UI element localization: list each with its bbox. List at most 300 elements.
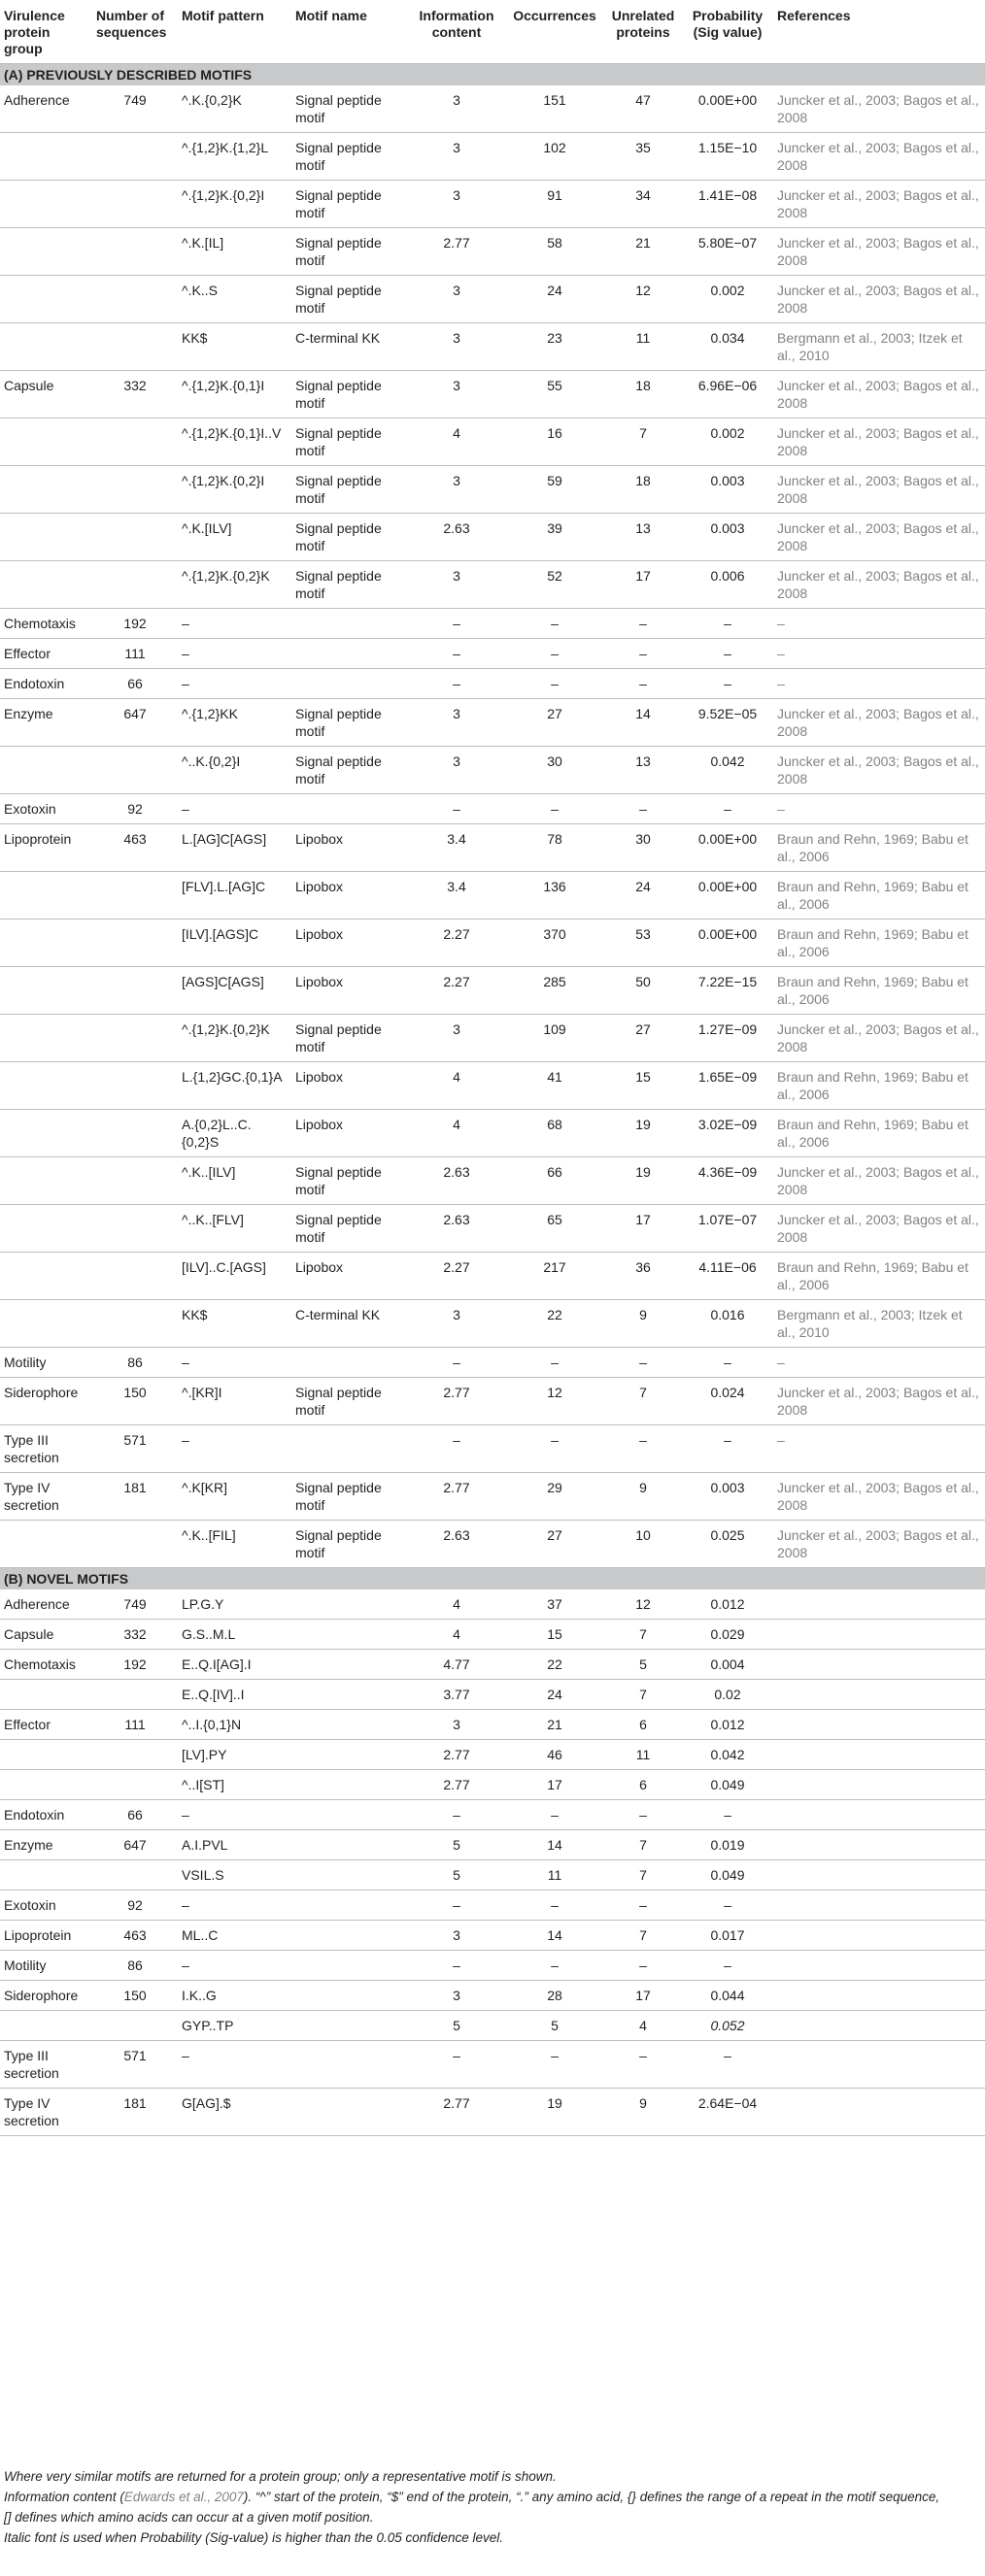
unrelated-proteins-cell: 6 [604,1770,682,1800]
reference-cell: Juncker et al., 2003; Bagos et al., 2008 [773,1378,985,1425]
occurrences-cell: 136 [505,872,604,920]
motif-pattern-cell: [ILV]..C.[AGS] [178,1253,291,1300]
sequence-count-cell [92,1062,178,1110]
reference-cell: Juncker et al., 2003; Bagos et al., 2008 [773,699,985,747]
occurrences-cell: – [505,639,604,669]
reference-cell [773,1680,985,1710]
probability-cell: 0.052 [682,2011,773,2041]
footnote: Italic font is used when Probability (Sig-value) is higher than the 0.05 confidence level. [4,2530,504,2545]
unrelated-proteins-cell: – [604,794,682,824]
reference-cell [773,1650,985,1680]
occurrences-cell: 12 [505,1378,604,1425]
group-cell: Capsule [0,371,92,418]
reference-cell: Juncker et al., 2003; Bagos et al., 2008 [773,276,985,323]
table-row [0,824,985,872]
motif-name-cell: Signal peptide motif [291,514,408,561]
table-row [0,1157,985,1205]
motif-name-cell [291,2089,408,2136]
sequence-count-cell [92,1015,178,1062]
sequence-count-cell [92,466,178,514]
probability-cell: 7.22E−15 [682,967,773,1015]
occurrences-cell: 5 [505,2011,604,2041]
occurrences-cell: 65 [505,1205,604,1253]
motif-name-cell [291,669,408,699]
sequence-count-cell: 192 [92,609,178,639]
unrelated-proteins-cell: – [604,1800,682,1830]
reference-cell: – [773,1348,985,1378]
unrelated-proteins-cell: 34 [604,181,682,228]
motif-name-cell [291,639,408,669]
table-row [0,1620,985,1650]
group-cell: Endotoxin [0,669,92,699]
motif-name-cell: Lipobox [291,1062,408,1110]
motif-pattern-cell: ^..I.{0,1}N [178,1710,291,1740]
probability-cell: 0.025 [682,1521,773,1568]
information-content-cell: 2.77 [408,1378,505,1425]
group-cell: Exotoxin [0,794,92,824]
probability-cell: 0.049 [682,1860,773,1890]
probability-cell: 4.11E−06 [682,1253,773,1300]
probability-cell: 0.002 [682,276,773,323]
information-content-cell: 2.63 [408,1521,505,1568]
reference-cell: Juncker et al., 2003; Bagos et al., 2008 [773,371,985,418]
motif-pattern-cell: ^.{1,2}K.{0,1}I..V [178,418,291,466]
reference-cell [773,1770,985,1800]
occurrences-cell: 46 [505,1740,604,1770]
unrelated-proteins-cell: 9 [604,1300,682,1348]
information-content-cell: 3 [408,1300,505,1348]
group-cell: Endotoxin [0,1800,92,1830]
table-row [0,1981,985,2011]
probability-cell: 0.016 [682,1300,773,1348]
table-row [0,1300,985,1348]
group-cell: Type IV secretion [0,2089,92,2136]
footnote-text: Information content ( [4,2490,124,2504]
reference-cell: Juncker et al., 2003; Bagos et al., 2008 [773,418,985,466]
motif-pattern-cell: L.[AG]C[AGS] [178,824,291,872]
motif-name-cell: Signal peptide motif [291,276,408,323]
information-content-cell: 2.77 [408,228,505,276]
table-row [0,228,985,276]
sequence-count-cell [92,1770,178,1800]
motif-name-cell: Signal peptide motif [291,228,408,276]
probability-cell: 0.00E+00 [682,824,773,872]
motif-pattern-cell: [AGS]C[AGS] [178,967,291,1015]
motif-pattern-cell: ^.{1,2}K.{0,2}K [178,1015,291,1062]
unrelated-proteins-cell: 4 [604,2011,682,2041]
sequence-count-cell: 192 [92,1650,178,1680]
information-content-cell: 3 [408,1981,505,2011]
occurrences-cell: 11 [505,1860,604,1890]
reference-cell: – [773,609,985,639]
table-row [0,639,985,669]
occurrences-cell: 14 [505,1830,604,1860]
probability-cell: 0.003 [682,466,773,514]
occurrences-cell: 14 [505,1921,604,1951]
information-content-cell: – [408,1890,505,1921]
motif-pattern-cell: LP.G.Y [178,1589,291,1620]
header-cell: Motif pattern [178,0,291,64]
group-cell: Siderophore [0,1378,92,1425]
information-content-cell: 3 [408,181,505,228]
motif-name-cell [291,1830,408,1860]
group-cell [0,1770,92,1800]
motif-pattern-cell: KK$ [178,323,291,371]
group-cell [0,276,92,323]
probability-cell: – [682,609,773,639]
probability-cell: 0.017 [682,1921,773,1951]
occurrences-cell: 78 [505,824,604,872]
reference-cell: Juncker et al., 2003; Bagos et al., 2008 [773,1205,985,1253]
motif-pattern-cell: ^.K.[IL] [178,228,291,276]
table-row [0,2041,985,2089]
reference-cell: – [773,639,985,669]
unrelated-proteins-cell: 17 [604,1205,682,1253]
unrelated-proteins-cell: 19 [604,1110,682,1157]
probability-cell: 5.80E−07 [682,228,773,276]
table-row [0,1062,985,1110]
unrelated-proteins-cell: 7 [604,1860,682,1890]
motif-pattern-cell: – [178,2041,291,2089]
information-content-cell: 2.77 [408,1740,505,1770]
information-content-cell: 3 [408,85,505,133]
motif-name-cell: Signal peptide motif [291,1473,408,1521]
occurrences-cell: – [505,1890,604,1921]
motif-name-cell [291,1770,408,1800]
occurrences-cell: 24 [505,276,604,323]
motif-pattern-cell: ^..K.{0,2}I [178,747,291,794]
motif-name-cell [291,2011,408,2041]
table-row [0,1800,985,1830]
motif-name-cell [291,1981,408,2011]
sequence-count-cell: 111 [92,1710,178,1740]
sequence-count-cell: 86 [92,1951,178,1981]
probability-cell: 0.042 [682,1740,773,1770]
probability-cell: 9.52E−05 [682,699,773,747]
sequence-count-cell [92,1860,178,1890]
group-cell [0,2011,92,2041]
group-cell [0,872,92,920]
header-cell: Unrelated proteins [604,0,682,64]
table-row [0,1110,985,1157]
unrelated-proteins-cell: 6 [604,1710,682,1740]
probability-cell: – [682,2041,773,2089]
motif-name-cell [291,1951,408,1981]
unrelated-proteins-cell: – [604,1348,682,1378]
unrelated-proteins-cell: 13 [604,747,682,794]
table-row [0,1589,985,1620]
information-content-cell: 3 [408,371,505,418]
group-cell [0,514,92,561]
occurrences-cell: 41 [505,1062,604,1110]
unrelated-proteins-cell: 24 [604,872,682,920]
table-row [0,1740,985,1770]
table-row [0,276,985,323]
sequence-count-cell: 111 [92,639,178,669]
section-title: (A) PREVIOUSLY DESCRIBED MOTIFS [0,64,985,86]
probability-cell: 1.65E−09 [682,1062,773,1110]
unrelated-proteins-cell: 17 [604,561,682,609]
reference-cell [773,1951,985,1981]
sequence-count-cell: 647 [92,699,178,747]
motif-pattern-cell: ^..K..[FLV] [178,1205,291,1253]
motif-name-cell: Signal peptide motif [291,85,408,133]
group-cell: Enzyme [0,1830,92,1860]
motif-name-cell: Signal peptide motif [291,1157,408,1205]
sequence-count-cell [92,181,178,228]
group-cell: Type IV secretion [0,1473,92,1521]
reference-cell [773,1981,985,2011]
unrelated-proteins-cell: 7 [604,418,682,466]
table-row [0,1830,985,1860]
information-content-cell: 4 [408,1062,505,1110]
motif-pattern-cell: ^.{1,2}K.{1,2}L [178,133,291,181]
motif-pattern-cell: ^.{1,2}K.{0,1}I [178,371,291,418]
sequence-count-cell [92,561,178,609]
occurrences-cell: 91 [505,181,604,228]
table-row [0,699,985,747]
occurrences-cell: – [505,1425,604,1473]
group-cell [0,181,92,228]
information-content-cell: 3.77 [408,1680,505,1710]
unrelated-proteins-cell: 11 [604,323,682,371]
group-cell: Capsule [0,1620,92,1650]
information-content-cell: 3 [408,133,505,181]
motif-pattern-cell: ^.{1,2}KK [178,699,291,747]
motif-pattern-cell: ^.K.[ILV] [178,514,291,561]
group-cell [0,1521,92,1568]
table-row [0,1770,985,1800]
information-content-cell: 2.77 [408,1473,505,1521]
motif-pattern-cell: – [178,1348,291,1378]
information-content-cell: 2.77 [408,1770,505,1800]
table-row [0,1253,985,1300]
reference-cell [773,1830,985,1860]
occurrences-cell: 285 [505,967,604,1015]
reference-cell [773,2089,985,2136]
unrelated-proteins-cell: 35 [604,133,682,181]
motif-name-cell: Signal peptide motif [291,561,408,609]
motif-name-cell [291,1800,408,1830]
occurrences-cell: 22 [505,1650,604,1680]
motif-pattern-cell: L.{1,2}GC.{0,1}A [178,1062,291,1110]
group-cell: Adherence [0,1589,92,1620]
sequence-count-cell [92,133,178,181]
table-row [0,85,985,133]
probability-cell: 2.64E−04 [682,2089,773,2136]
sequence-count-cell: 150 [92,1378,178,1425]
group-cell [0,466,92,514]
unrelated-proteins-cell: 15 [604,1062,682,1110]
sequence-count-cell [92,514,178,561]
reference-cell [773,1890,985,1921]
sequence-count-cell: 749 [92,1589,178,1620]
motif-pattern-cell: – [178,1425,291,1473]
table-row [0,1860,985,1890]
occurrences-cell: 27 [505,1521,604,1568]
probability-cell: – [682,1348,773,1378]
probability-cell: – [682,1951,773,1981]
reference-cell [773,2041,985,2089]
information-content-cell: – [408,609,505,639]
reference-cell: Juncker et al., 2003; Bagos et al., 2008 [773,1015,985,1062]
reference-cell: Juncker et al., 2003; Bagos et al., 2008 [773,466,985,514]
sequence-count-cell [92,1300,178,1348]
motif-pattern-cell: G[AG].$ [178,2089,291,2136]
information-content-cell: – [408,669,505,699]
probability-cell: – [682,1890,773,1921]
motif-name-cell: Lipobox [291,920,408,967]
probability-cell: – [682,1425,773,1473]
occurrences-cell: 15 [505,1620,604,1650]
unrelated-proteins-cell: 47 [604,85,682,133]
table-row [0,1425,985,1473]
motif-name-cell: C-terminal KK [291,323,408,371]
sequence-count-cell: 749 [92,85,178,133]
motif-name-cell: Lipobox [291,967,408,1015]
sequence-count-cell: 463 [92,824,178,872]
sequence-count-cell: 66 [92,669,178,699]
motif-name-cell [291,1710,408,1740]
unrelated-proteins-cell: 36 [604,1253,682,1300]
sequence-count-cell [92,418,178,466]
sequence-count-cell [92,747,178,794]
occurrences-cell: 52 [505,561,604,609]
unrelated-proteins-cell: 12 [604,1589,682,1620]
reference-cell [773,1740,985,1770]
group-cell: Adherence [0,85,92,133]
occurrences-cell: 19 [505,2089,604,2136]
information-content-cell: – [408,1348,505,1378]
motif-name-cell [291,2041,408,2089]
occurrences-cell: 27 [505,699,604,747]
information-content-cell: 4 [408,418,505,466]
table-row [0,872,985,920]
motif-pattern-cell: E..Q.[IV]..I [178,1680,291,1710]
table-row [0,323,985,371]
table-row [0,1473,985,1521]
motif-name-cell: Signal peptide motif [291,1378,408,1425]
footnotes [4,2466,981,2548]
sequence-count-cell [92,276,178,323]
occurrences-cell: 217 [505,1253,604,1300]
reference-cell: Juncker et al., 2003; Bagos et al., 2008 [773,85,985,133]
motif-name-cell: Signal peptide motif [291,699,408,747]
reference-cell: Braun and Rehn, 1969; Babu et al., 2006 [773,824,985,872]
information-content-cell: 2.27 [408,1253,505,1300]
header-cell: Probability (Sig value) [682,0,773,64]
information-content-cell: 3.4 [408,824,505,872]
occurrences-cell: 22 [505,1300,604,1348]
motif-pattern-cell: A.I.PVL [178,1830,291,1860]
motif-pattern-cell: ^.K..[FIL] [178,1521,291,1568]
sequence-count-cell: 647 [92,1830,178,1860]
reference-cell: Juncker et al., 2003; Bagos et al., 2008 [773,747,985,794]
group-cell [0,967,92,1015]
reference-cell: Braun and Rehn, 1969; Babu et al., 2006 [773,967,985,1015]
table-row [0,747,985,794]
information-content-cell: 3 [408,699,505,747]
occurrences-cell: – [505,609,604,639]
information-content-cell: 4 [408,1589,505,1620]
group-cell [0,561,92,609]
motif-pattern-cell: ML..C [178,1921,291,1951]
motif-name-cell: Lipobox [291,1253,408,1300]
motif-name-cell: Signal peptide motif [291,133,408,181]
information-content-cell: 5 [408,2011,505,2041]
motif-pattern-cell: [ILV].[AGS]C [178,920,291,967]
motif-name-cell: Signal peptide motif [291,371,408,418]
probability-cell: 0.004 [682,1650,773,1680]
unrelated-proteins-cell: 53 [604,920,682,967]
unrelated-proteins-cell: 7 [604,1378,682,1425]
header-row [0,0,985,64]
sequence-count-cell: 86 [92,1348,178,1378]
reference-cell: – [773,1425,985,1473]
information-content-cell: 2.63 [408,514,505,561]
motif-name-cell: Lipobox [291,824,408,872]
group-cell [0,323,92,371]
reference-cell: Braun and Rehn, 1969; Babu et al., 2006 [773,920,985,967]
sequence-count-cell: 181 [92,2089,178,2136]
reference-cell [773,1620,985,1650]
motif-name-cell [291,794,408,824]
motif-name-cell: Signal peptide motif [291,1015,408,1062]
motif-pattern-cell: VSIL.S [178,1860,291,1890]
table-body [0,64,985,2136]
information-content-cell: – [408,794,505,824]
unrelated-proteins-cell: – [604,1425,682,1473]
group-cell: Siderophore [0,1981,92,2011]
sequence-count-cell [92,920,178,967]
sequence-count-cell [92,1740,178,1770]
probability-cell: 1.07E−07 [682,1205,773,1253]
group-cell [0,1253,92,1300]
probability-cell: 0.024 [682,1378,773,1425]
motif-name-cell: Signal peptide motif [291,418,408,466]
occurrences-cell: 23 [505,323,604,371]
sequence-count-cell [92,872,178,920]
table-row [0,1951,985,1981]
unrelated-proteins-cell: 18 [604,466,682,514]
information-content-cell: 3 [408,561,505,609]
sequence-count-cell: 181 [92,1473,178,1521]
motif-pattern-cell: [LV].PY [178,1740,291,1770]
reference-cell: Braun and Rehn, 1969; Babu et al., 2006 [773,872,985,920]
group-cell: Type III secretion [0,1425,92,1473]
information-content-cell: 2.63 [408,1205,505,1253]
occurrences-cell: 24 [505,1680,604,1710]
probability-cell: 0.02 [682,1680,773,1710]
group-cell: Motility [0,1951,92,1981]
sequence-count-cell: 150 [92,1981,178,2011]
reference-cell [773,2011,985,2041]
information-content-cell: 4 [408,1620,505,1650]
table-row [0,1710,985,1740]
occurrences-cell: 102 [505,133,604,181]
reference-cell: Juncker et al., 2003; Bagos et al., 2008 [773,228,985,276]
sequence-count-cell: 92 [92,1890,178,1921]
motif-pattern-cell: GYP..TP [178,2011,291,2041]
information-content-cell: 3 [408,747,505,794]
table-row [0,133,985,181]
occurrences-cell: 68 [505,1110,604,1157]
group-cell [0,1860,92,1890]
probability-cell: – [682,639,773,669]
table-row [0,1521,985,1568]
motif-pattern-cell: ^.{1,2}K.{0,2}I [178,181,291,228]
sequence-count-cell: 332 [92,371,178,418]
